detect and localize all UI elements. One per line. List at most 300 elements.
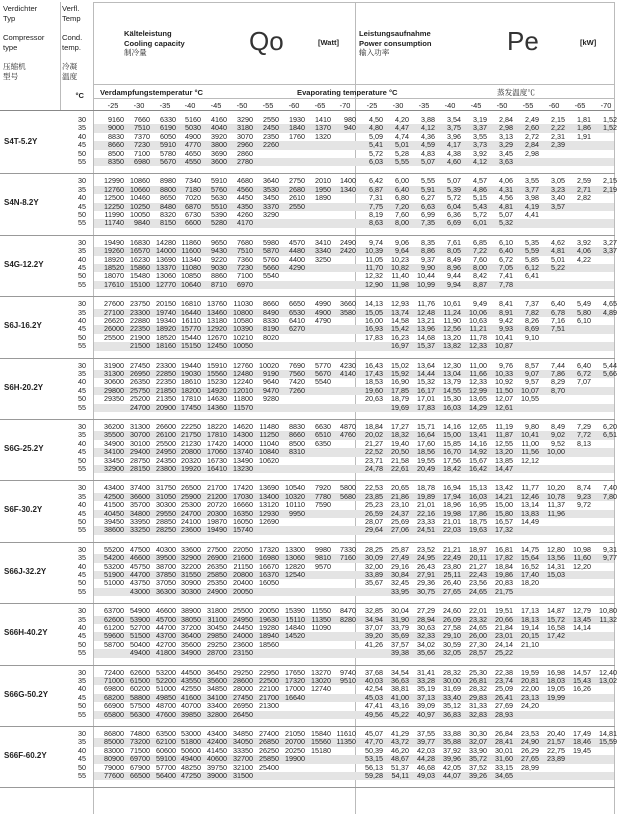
- capacity-cell: 10620: [259, 455, 279, 465]
- cond-temp-cell: 45: [78, 263, 86, 272]
- capacity-cell: 54200: [104, 553, 124, 563]
- capacity-cell: 17000: [285, 684, 305, 694]
- power-cell: 2,84: [499, 115, 513, 124]
- capacity-cell: 17320: [285, 676, 305, 685]
- table-row: [0, 404, 618, 412]
- capacity-cell: 10840: [259, 447, 279, 457]
- power-cell: 11,98: [391, 279, 409, 289]
- power-cell: 36,63: [391, 676, 409, 685]
- capacity-cell: 8650: [160, 193, 176, 203]
- power-cell: 11,21: [469, 324, 487, 334]
- capacity-cell: 19630: [259, 614, 279, 624]
- power-cell: 6,99: [421, 210, 435, 219]
- power-cell: 12,07: [495, 394, 513, 404]
- capacity-cell: 29350: [104, 394, 124, 404]
- power-cell: 8,49: [551, 422, 565, 431]
- compressor-type-header: [3, 4, 59, 81]
- capacity-cell: 44700: [156, 623, 176, 632]
- power-cell: 18,32: [391, 430, 409, 440]
- capacity-cell: 21600: [233, 553, 253, 563]
- capacity-cell: 29550: [156, 508, 176, 518]
- capacity-cell: 14300: [233, 430, 253, 440]
- power-cell: 26,59: [365, 508, 383, 518]
- capacity-cell: 25750: [130, 385, 150, 395]
- capacity-cell: 21300: [259, 701, 279, 711]
- power-cell: 24,65: [469, 586, 487, 596]
- cond-temp-cell: 45: [78, 508, 86, 518]
- power-cell: 3,92: [473, 148, 487, 158]
- capacity-cell: 43400: [207, 729, 227, 738]
- capacity-cell: 4900: [185, 131, 201, 141]
- power-cell: 16,97: [391, 341, 409, 351]
- capacity-cell: 27450: [130, 360, 150, 370]
- power-cell: 1,91: [577, 131, 591, 141]
- power-cell: 7,75: [369, 201, 383, 211]
- power-consumption-title: [359, 29, 432, 58]
- capacity-cell: 28700: [207, 648, 227, 658]
- power-cell: 30,75: [417, 586, 435, 596]
- power-cell: 14,87: [547, 606, 565, 616]
- unit-celsius: °C: [75, 91, 84, 100]
- power-cell: 6,27: [421, 193, 435, 203]
- capacity-cell: 12760: [104, 184, 124, 194]
- table-row: [0, 395, 618, 403]
- power-cell: 3,75: [447, 123, 461, 133]
- power-cell: 13,21: [417, 316, 435, 325]
- power-cell: 10,07: [521, 385, 539, 395]
- capacity-cell: 28750: [130, 455, 150, 465]
- capacity-cell: 17810: [207, 430, 227, 440]
- table-row: [0, 526, 618, 534]
- capacity-cell: 18160: [156, 341, 176, 351]
- power-cell: 39,96: [443, 754, 461, 764]
- table-row: [0, 150, 618, 158]
- capacity-cell: 9570: [315, 561, 331, 571]
- cond-temp-cell: 30: [78, 667, 86, 677]
- power-cell: 7,35: [421, 218, 435, 228]
- power-cell: 5,07: [447, 176, 461, 186]
- power-cell: 6,20: [603, 422, 617, 431]
- power-cell: 9,31: [603, 544, 617, 554]
- capacity-cell: 15180: [311, 745, 331, 755]
- power-cell: 9,76: [499, 360, 513, 370]
- capacity-cell: 27500: [207, 544, 227, 554]
- capacity-cell: 3290: [263, 210, 279, 219]
- power-cell: 7,29: [577, 422, 591, 431]
- power-cell: 5,41: [369, 140, 383, 150]
- capacity-cell: 11080: [181, 263, 201, 272]
- power-cell: 18,79: [391, 394, 409, 404]
- power-cell: 3,63: [499, 157, 513, 166]
- power-cell: 18,84: [495, 561, 513, 571]
- power-cell: 11,05: [365, 254, 383, 264]
- power-cell: 14,81: [599, 729, 617, 738]
- power-cell: 34,65: [495, 771, 513, 780]
- power-cell: 8,74: [577, 483, 591, 493]
- capacity-cell: 5390: [211, 210, 227, 219]
- power-cell: 10,06: [469, 307, 487, 317]
- capacity-cell: 35600: [207, 676, 227, 685]
- capacity-cell: 42700: [156, 639, 176, 649]
- power-temp-header: -55: [522, 101, 534, 110]
- power-cell: 9,93: [499, 324, 513, 334]
- capacity-cell: 3450: [263, 193, 279, 203]
- capacity-cell: 7660: [134, 115, 150, 124]
- capacity-cell: 10020: [259, 360, 279, 370]
- capacity-cell: 11090: [311, 623, 331, 632]
- power-cell: 19,14: [521, 623, 539, 632]
- capacity-cell: 7510: [134, 123, 150, 133]
- capacity-cell: 10250: [130, 201, 150, 211]
- power-cell: 27,49: [391, 553, 409, 563]
- cond-temp-cell: 35: [78, 430, 86, 440]
- capacity-cell: 31900: [104, 360, 124, 370]
- power-cell: 6,78: [551, 307, 565, 317]
- capacity-cell: 19920: [181, 464, 201, 473]
- power-cell: 16,03: [443, 402, 461, 412]
- power-cell: 4,86: [473, 184, 487, 194]
- cond-temp-cell: 55: [78, 771, 86, 780]
- capacity-cell: 10860: [130, 176, 150, 186]
- cond-temp-cell: 35: [78, 491, 86, 501]
- capacity-cell: 11250: [259, 430, 279, 440]
- capacity-cell: 10050: [130, 210, 150, 219]
- table-row: [0, 465, 618, 473]
- capacity-title-en: Cooling capacity: [124, 38, 185, 48]
- capacity-cell: 13740: [233, 447, 253, 457]
- power-cell: 9,44: [447, 271, 461, 281]
- power-cell: 4,50: [369, 115, 383, 124]
- power-temp-header: -40: [444, 101, 456, 110]
- power-cell: 1,52: [603, 123, 617, 133]
- power-cell: 37,55: [417, 729, 435, 738]
- capacity-cell: 41600: [181, 692, 201, 702]
- cond-temp-cell: 30: [78, 606, 86, 616]
- capacity-cell: 33350: [233, 745, 253, 755]
- header-line: 冷凝: [62, 62, 78, 71]
- capacity-cell: 13490: [233, 455, 253, 465]
- capacity-cell: 1400: [340, 176, 356, 186]
- power-cell: 27,06: [391, 525, 409, 535]
- capacity-cell: 2750: [289, 176, 305, 186]
- power-cell: 5,80: [577, 307, 591, 317]
- power-cell: 9,80: [525, 422, 539, 431]
- capacity-cell: 31550: [181, 570, 201, 579]
- capacity-cell: 9810: [315, 553, 331, 563]
- power-cell: 5,66: [603, 369, 617, 378]
- capacity-cell: 46600: [130, 553, 150, 563]
- capacity-unit: [Watt]: [318, 38, 339, 47]
- power-cell: 18,78: [417, 483, 435, 493]
- capacity-cell: 9000: [108, 123, 124, 133]
- power-cell: 12,33: [469, 377, 487, 387]
- capacity-cell: 22850: [156, 369, 176, 378]
- power-cell: 49,56: [365, 709, 383, 719]
- capacity-cell: 8150: [160, 218, 176, 228]
- capacity-cell: 6530: [289, 307, 305, 317]
- power-cell: 21,58: [391, 455, 409, 465]
- capacity-cell: 16230: [130, 254, 150, 264]
- power-cell: 14,55: [443, 385, 461, 395]
- capacity-cell: 10640: [181, 279, 201, 289]
- capacity-cell: 11740: [104, 218, 124, 228]
- capacity-cell: 8190: [263, 324, 279, 334]
- capacity-cell: 18220: [207, 422, 227, 431]
- capacity-cell: 14000: [233, 438, 253, 448]
- capacity-cell: 16660: [233, 500, 253, 510]
- capacity-cell: 16350: [233, 508, 253, 518]
- power-cell: 11,60: [573, 553, 591, 563]
- capacity-cell: 5670: [315, 369, 331, 378]
- power-cell: 23,10: [391, 500, 409, 510]
- capacity-cell: 43000: [130, 586, 150, 596]
- cond-temp-cell: 45: [78, 385, 86, 395]
- power-cell: 24,95: [417, 553, 435, 563]
- capacity-cell: 5870: [263, 246, 279, 256]
- power-cell: 19,99: [547, 692, 565, 702]
- capacity-cell: 5780: [160, 148, 176, 158]
- power-cell: 16,23: [391, 332, 409, 342]
- capacity-cell: 5510: [211, 201, 227, 211]
- capacity-cell: 18200: [181, 385, 201, 395]
- power-temp-header: -35: [418, 101, 430, 110]
- power-cell: 37,52: [469, 762, 487, 772]
- power-cell: 35,67: [365, 578, 383, 588]
- capacity-cell: 8860: [211, 271, 227, 281]
- capacity-title-cn: 制冷量: [124, 48, 147, 57]
- power-cell: 3,92: [577, 237, 591, 247]
- power-cell: 10,80: [599, 606, 617, 616]
- capacity-cell: 10320: [285, 491, 305, 501]
- power-cell: 12,33: [469, 341, 487, 351]
- capacity-cell: 1930: [289, 115, 305, 124]
- power-cell: 19,51: [495, 606, 513, 616]
- capacity-cell: 56300: [130, 709, 150, 719]
- power-cell: 13,14: [521, 500, 539, 510]
- power-cell: 16,70: [443, 447, 461, 457]
- capacity-cell: 5800: [340, 483, 356, 493]
- capacity-cell: 74800: [130, 729, 150, 738]
- capacity-cell: 4560: [237, 184, 253, 194]
- power-cell: 25,09: [495, 684, 513, 694]
- power-cell: 35,88: [443, 737, 461, 747]
- power-cell: 27,69: [495, 701, 513, 711]
- capacity-cell: 7340: [185, 176, 201, 186]
- capacity-cell: 3660: [340, 299, 356, 309]
- power-cell: 7,07: [577, 377, 591, 387]
- cond-temp-cell: 35: [78, 614, 86, 624]
- capacity-cell: 35600: [181, 639, 201, 649]
- capacity-cell: 3580: [340, 307, 356, 317]
- power-cell: 9,90: [421, 263, 435, 272]
- power-cell: 14,16: [469, 438, 487, 448]
- capacity-cell: 22050: [233, 544, 253, 554]
- capacity-cell: 15740: [233, 525, 253, 535]
- compressor-model-label: S4T-5.2Y: [4, 137, 38, 146]
- power-cell: 5,39: [447, 184, 461, 194]
- capacity-cell: 18520: [104, 263, 124, 272]
- block-separator: [0, 358, 615, 359]
- power-cell: 35,19: [417, 684, 435, 694]
- capacity-cell: 13460: [207, 307, 227, 317]
- header-line: Verfl.: [62, 4, 80, 13]
- capacity-cell: 11340: [181, 254, 201, 264]
- capacity-cell: 19280: [259, 623, 279, 632]
- capacity-cell: 9430: [211, 246, 227, 256]
- power-temp-header: -45: [470, 101, 482, 110]
- power-cell: 22,61: [391, 464, 409, 473]
- capacity-cell: 8330: [263, 316, 279, 325]
- capacity-cell: 3250: [315, 254, 331, 264]
- cond-temp-cell: 30: [78, 544, 86, 554]
- capacity-cell: 4350: [237, 201, 253, 211]
- power-cell: 29,10: [443, 631, 461, 641]
- capacity-cell: 19260: [104, 246, 124, 256]
- power-cell: 6,40: [577, 360, 591, 370]
- power-cell: 13,20: [443, 332, 461, 342]
- capacity-cell: 2350: [263, 131, 279, 141]
- power-cell: 15,13: [469, 483, 487, 493]
- capacity-cell: 3800: [211, 140, 227, 150]
- capacity-cell: 10540: [285, 483, 305, 493]
- cond-temp-cell: 40: [78, 684, 86, 694]
- power-cell: 8,19: [369, 210, 383, 219]
- capacity-cell: 9510: [340, 676, 356, 685]
- capacity-cell: 11550: [311, 606, 331, 616]
- power-cell: 22,03: [443, 525, 461, 535]
- power-cell: 12,99: [469, 385, 487, 395]
- power-cell: 13,02: [599, 676, 617, 685]
- capacity-cell: 59600: [104, 631, 124, 641]
- power-cell: 21,57: [547, 737, 565, 747]
- power-cell: 6,40: [499, 246, 513, 256]
- table-row: [0, 764, 618, 772]
- capacity-cell: 49400: [130, 648, 150, 658]
- power-cell: 16,93: [365, 324, 383, 334]
- capacity-cell: 9220: [211, 254, 227, 264]
- power-cell: 22,16: [417, 508, 435, 518]
- capacity-cell: 2490: [340, 237, 356, 247]
- header-line: 压缩机: [3, 62, 26, 71]
- power-cell: 20,02: [365, 430, 383, 440]
- power-cell: 5,55: [421, 176, 435, 186]
- power-cell: 46,68: [417, 762, 435, 772]
- capacity-cell: 48250: [181, 762, 201, 772]
- power-cell: 13,64: [417, 360, 435, 370]
- capacity-cell: 26950: [130, 369, 150, 378]
- power-cell: 21,27: [365, 438, 383, 448]
- power-cell: 14,58: [391, 316, 409, 325]
- capacity-cell: 61500: [130, 676, 150, 685]
- capacity-cell: 5760: [211, 184, 227, 194]
- capacity-cell: 42500: [104, 491, 124, 501]
- power-cell: 37,92: [443, 745, 461, 755]
- power-cell: 7,72: [577, 430, 591, 440]
- power-cell: 23,89: [547, 754, 565, 764]
- capacity-cell: 69800: [104, 684, 124, 694]
- power-cell: 15,30: [443, 394, 461, 404]
- power-cell: 14,14: [573, 623, 591, 632]
- capacity-cell: 36600: [130, 491, 150, 501]
- table-row: [0, 772, 618, 780]
- capacity-cell: 7330: [340, 544, 356, 554]
- cond-temp-cell: 35: [78, 553, 86, 563]
- capacity-cell: 17060: [207, 447, 227, 457]
- power-cell: 13,96: [417, 324, 435, 334]
- power-cell: 11,00: [521, 438, 539, 448]
- power-cell: 17,13: [521, 606, 539, 616]
- cond-temp-cell: 30: [78, 115, 86, 124]
- power-cell: 17,43: [365, 369, 383, 378]
- capacity-cell: 30900: [181, 578, 201, 588]
- capacity-cell: 16050: [259, 578, 279, 588]
- capacity-cell: 11350: [311, 614, 331, 624]
- capacity-cell: 16050: [233, 517, 253, 526]
- power-cell: 6,10: [577, 316, 591, 325]
- capacity-cell: 20150: [156, 299, 176, 309]
- power-cell: 18,97: [469, 544, 487, 554]
- capacity-cell: 20250: [285, 745, 305, 755]
- capacity-cell: 40450: [104, 508, 124, 518]
- capacity-cell: 18520: [156, 332, 176, 342]
- capacity-cell: 6050: [160, 131, 176, 141]
- capacity-cell: 10660: [130, 184, 150, 194]
- power-cell: 13,42: [495, 483, 513, 493]
- power-cell: 15,80: [495, 508, 513, 518]
- capacity-cell: 20050: [259, 606, 279, 616]
- capacity-cell: 86800: [104, 729, 124, 738]
- capacity-cell: 2260: [263, 140, 279, 150]
- power-cell: 5,72: [473, 210, 487, 219]
- cond-temp-cell: 55: [78, 402, 86, 412]
- capacity-cell: 40600: [207, 754, 227, 764]
- power-cell: 10,98: [573, 544, 591, 554]
- power-cell: 8,86: [421, 246, 435, 256]
- capacity-cell: 2780: [237, 157, 253, 166]
- capacity-cell: 44500: [181, 667, 201, 677]
- power-cell: 15,85: [443, 438, 461, 448]
- power-cell: 12,61: [495, 402, 513, 412]
- capacity-temp-header: -70: [339, 101, 351, 110]
- power-cell: 10,44: [417, 271, 435, 281]
- capacity-cell: 2010: [315, 176, 331, 186]
- power-cell: 5,43: [473, 201, 487, 211]
- capacity-cell: 18940: [259, 631, 279, 641]
- capacity-cell: 26850: [259, 737, 279, 747]
- capacity-cell: 11570: [233, 402, 253, 412]
- capacity-cell: 17610: [104, 279, 124, 289]
- power-cell: 12,40: [599, 667, 617, 677]
- power-cell: 23,01: [495, 631, 513, 641]
- capacity-cell: 66900: [104, 701, 124, 711]
- power-cell: 6,41: [525, 271, 539, 281]
- capacity-cell: 22880: [130, 316, 150, 325]
- capacity-cell: 53200: [104, 561, 124, 571]
- power-cell: 15,92: [391, 369, 409, 378]
- capacity-cell: 62100: [156, 737, 176, 747]
- evap-temp-title-en: Evaporating temperature °C: [297, 88, 398, 97]
- cond-temp-cell: 50: [78, 762, 86, 772]
- capacity-cell: 22500: [259, 676, 279, 685]
- power-cell: 4,65: [603, 299, 617, 309]
- power-cell: 6,87: [369, 184, 383, 194]
- power-cell: 49,03: [417, 771, 435, 780]
- capacity-temp-header: -35: [159, 101, 171, 110]
- capacity-cell: 57500: [130, 701, 150, 711]
- capacity-cell: 24900: [207, 586, 227, 596]
- power-cell: 17,40: [521, 570, 539, 579]
- capacity-cell: 18560: [259, 639, 279, 649]
